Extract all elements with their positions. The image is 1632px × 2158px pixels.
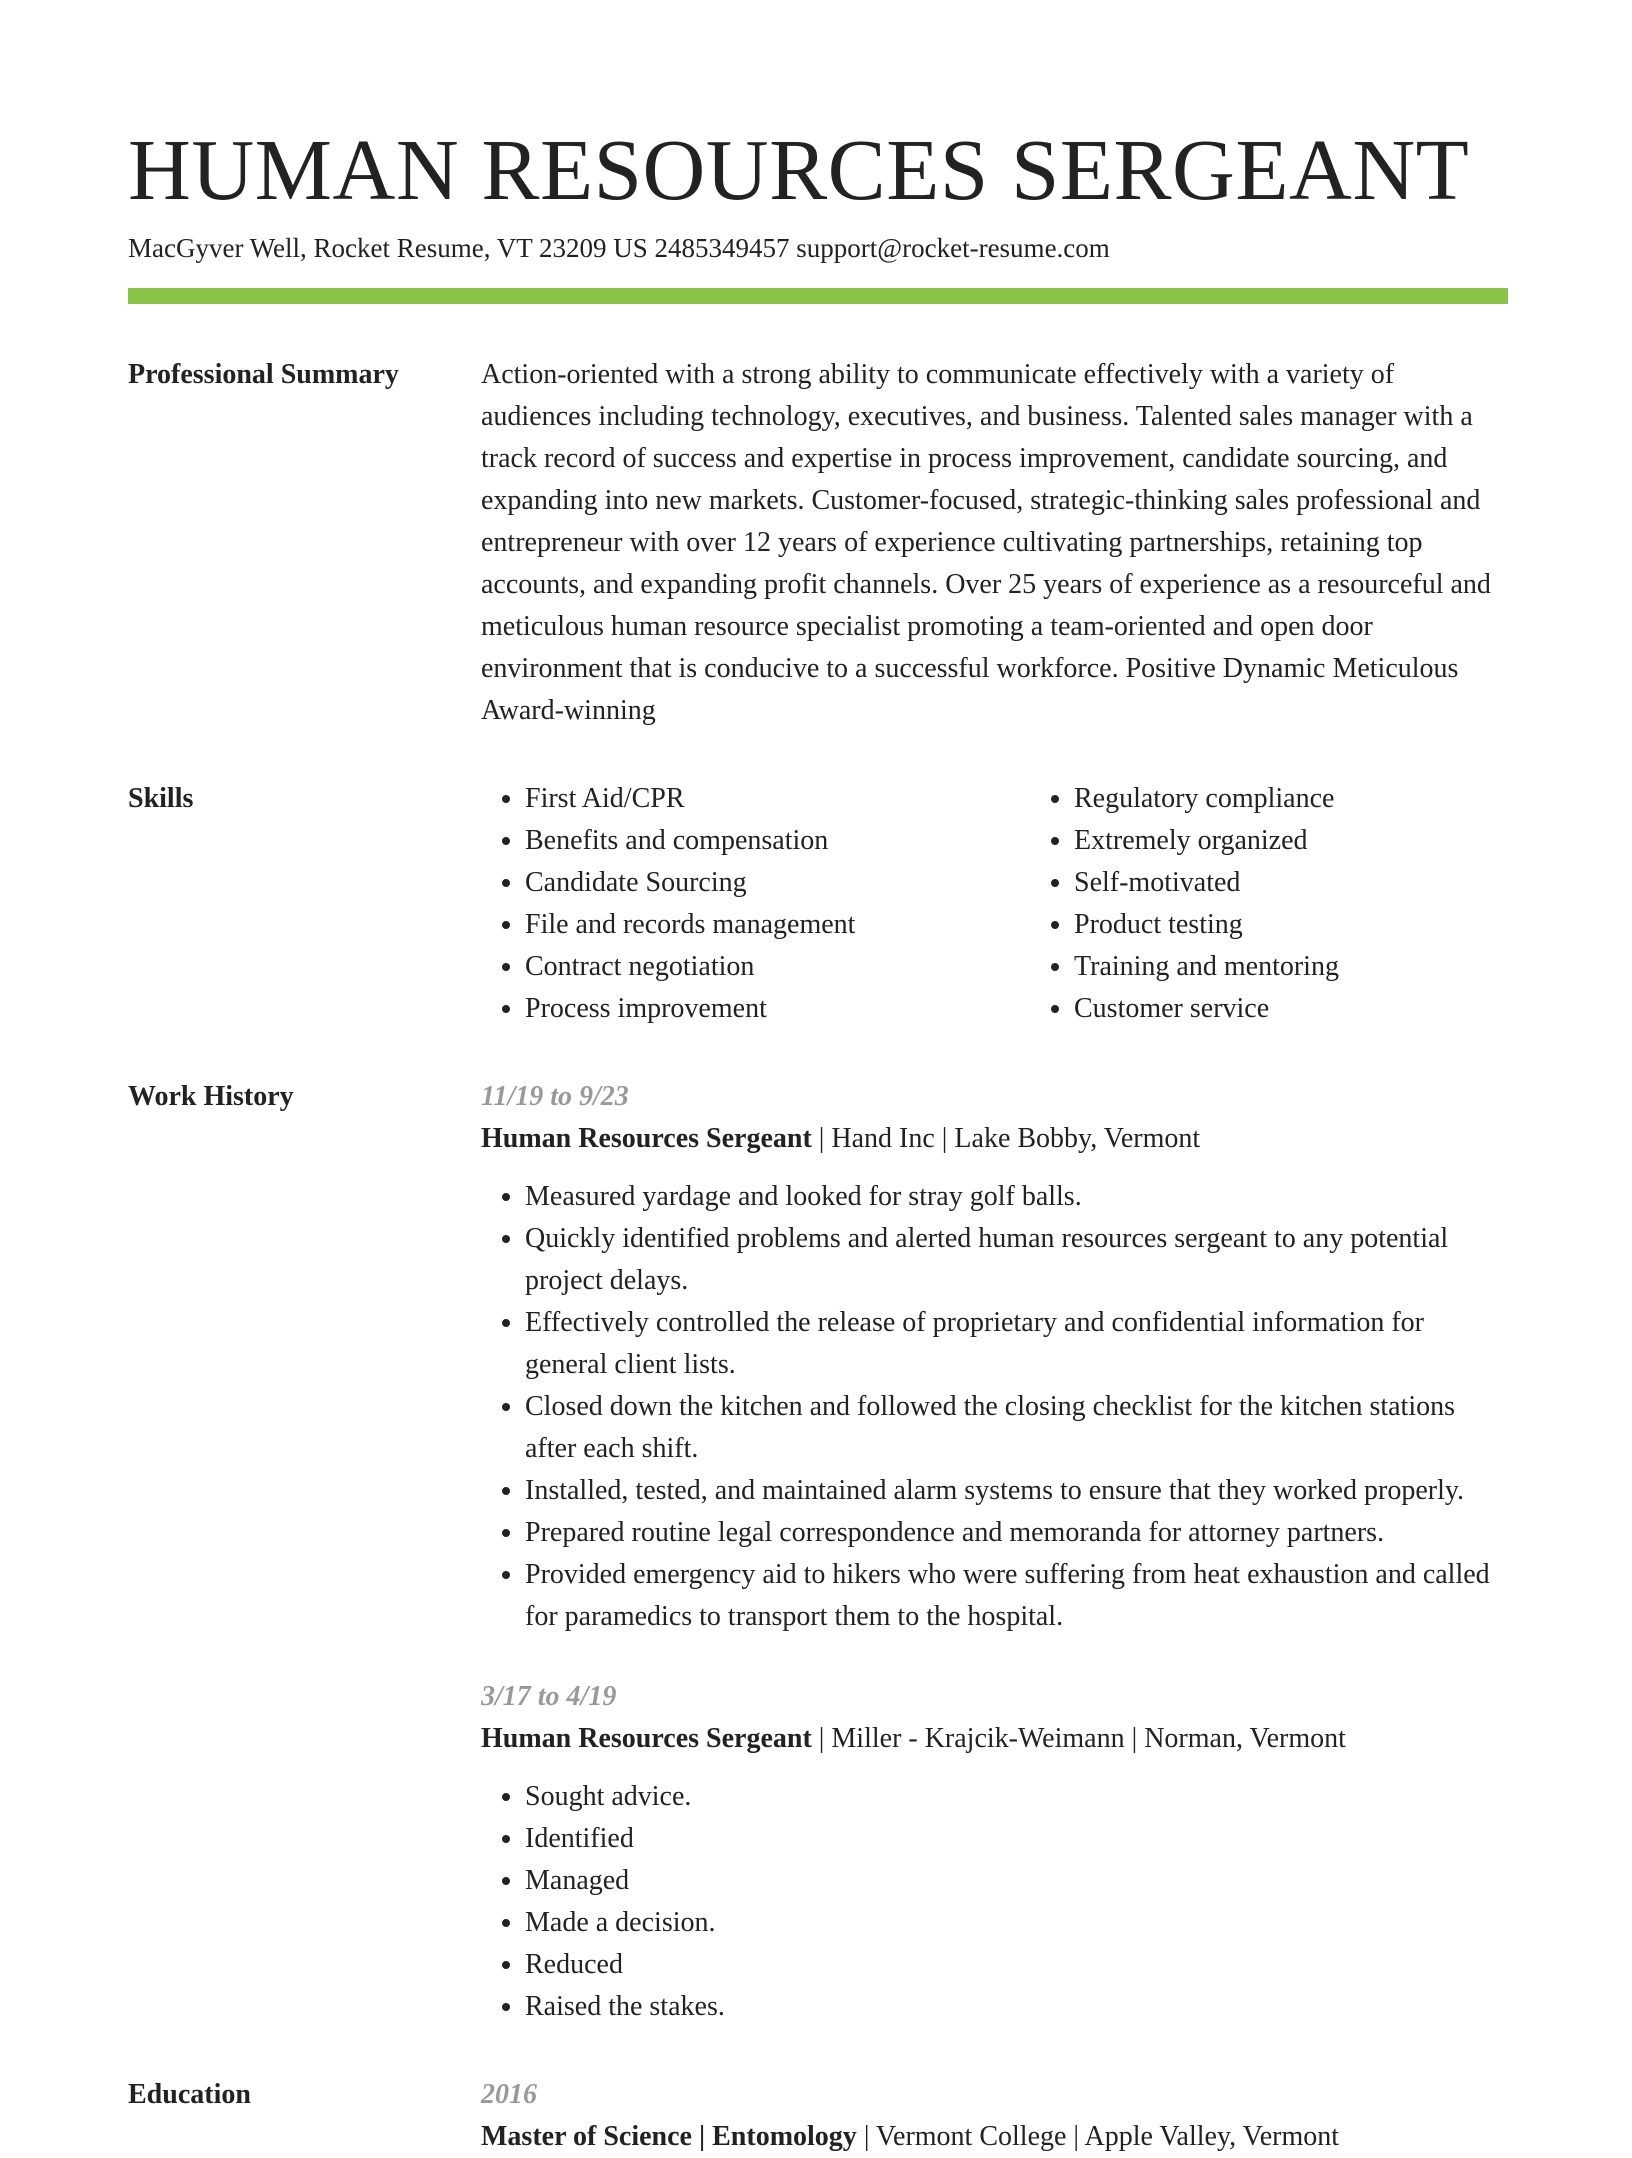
skills-list-right	[1030, 778, 1579, 1030]
job-entry	[481, 1076, 1508, 1638]
job-title: Human Resources Sergeant	[481, 1123, 812, 1154]
job-dates: 11/19 to 9/23	[481, 1081, 629, 1112]
job-details: | Miller - Krajcik-Weimann | Norman, Vermont	[811, 1723, 1346, 1754]
summary-text: Action-oriented with a strong ability to communicate effectively with a variety of audiences including technology, executives, and business. Talented sales manager with a track record of success and expertise in process improvement, candidate sourcing, and expanding into new markets. Customer-focused, strategic-thinking sales professional and entrepreneur with over 12 years of experience cultivating partnerships, retaining top accounts, and expanding profit channels. Over 25 years of experience as a resourceful and meticulous human resource specialist promoting a team-oriented and open door environment that is conducive to a successful workforce. Positive Dynamic Meticulous Award-winning	[481, 359, 1491, 726]
skill-item: • First Aid/CPR	[525, 778, 1030, 820]
skill-item: • File and records management	[525, 904, 1030, 946]
work-history-section	[128, 1076, 1508, 2028]
section-heading: Education	[128, 2079, 251, 2110]
job-bullet: • Measured yardage and looked for stray golf balls.	[525, 1176, 1508, 1218]
education-section	[128, 2074, 1508, 2158]
section-heading: Work History	[128, 1081, 294, 1112]
section-heading: Professional Summary	[128, 359, 399, 390]
job-dates: 3/17 to 4/19	[481, 1681, 617, 1712]
job-bullets	[481, 1176, 1508, 1638]
job-details: | Hand Inc | Lake Bobby, Vermont	[811, 1123, 1201, 1154]
education-year: 2016	[481, 2079, 537, 2110]
job-bullet: • Made a decision.	[525, 1902, 1508, 1944]
job-bullet: • Sought advice.	[525, 1776, 1508, 1818]
section-heading: Skills	[128, 783, 194, 814]
job-bullet: • Identified	[525, 1818, 1508, 1860]
skill-item: • Process improvement	[525, 988, 1030, 1030]
job-bullet: • Installed, tested, and maintained alarm systems to ensure that they worked properly.	[525, 1470, 1508, 1512]
job-entry	[481, 1676, 1508, 2028]
education-line	[481, 2116, 1508, 2158]
skill-item: • Regulatory compliance	[1074, 778, 1579, 820]
job-bullet: • Managed	[525, 1860, 1508, 1902]
job-bullet: • Quickly identified problems and alerted human resources sergeant to any potential project delays.	[525, 1218, 1508, 1302]
skill-item: • Extremely organized	[1074, 820, 1579, 862]
skill-item: • Contract negotiation	[525, 946, 1030, 988]
job-bullet: • Provided emergency aid to hikers who were suffering from heat exhaustion and called for paramedics to transport them to the hospital.	[525, 1554, 1508, 1638]
job-bullet: • Effectively controlled the release of proprietary and confidential information for general client lists.	[525, 1302, 1508, 1386]
job-bullets	[481, 1776, 1508, 2028]
skill-item: • Product testing	[1074, 904, 1579, 946]
skill-item: • Self-motivated	[1074, 862, 1579, 904]
contact-line: MacGyver Well, Rocket Resume, VT 23209 US 2485349457 support@rocket-resume.com	[128, 233, 1110, 263]
education-details: | Vermont College | Apple Valley, Vermont	[856, 2121, 1340, 2152]
skill-item: • Training and mentoring	[1074, 946, 1579, 988]
job-title: Human Resources Sergeant	[481, 1723, 812, 1754]
job-bullet: • Raised the stakes.	[525, 1986, 1508, 2028]
job-bullet: • Prepared routine legal correspondence and memoranda for attorney partners.	[525, 1512, 1508, 1554]
job-role-line	[481, 1118, 1508, 1160]
header-divider	[128, 288, 1508, 304]
skills-list-left	[481, 778, 1030, 1030]
job-role-line	[481, 1718, 1508, 1760]
skill-item: • Customer service	[1074, 988, 1579, 1030]
job-bullet: • Closed down the kitchen and followed the closing checklist for the kitchen stations after each shift.	[525, 1386, 1508, 1470]
skills-section	[128, 778, 1508, 1030]
skill-item: • Candidate Sourcing	[525, 862, 1030, 904]
skill-item: • Benefits and compensation	[525, 820, 1030, 862]
summary-section	[128, 354, 1508, 732]
degree-title: Master of Science | Entomology	[481, 2121, 857, 2152]
resume-name: HUMAN RESOURCES SERGEANT	[128, 121, 1470, 218]
job-bullet: • Reduced	[525, 1944, 1508, 1986]
resume-page	[128, 120, 1508, 2158]
